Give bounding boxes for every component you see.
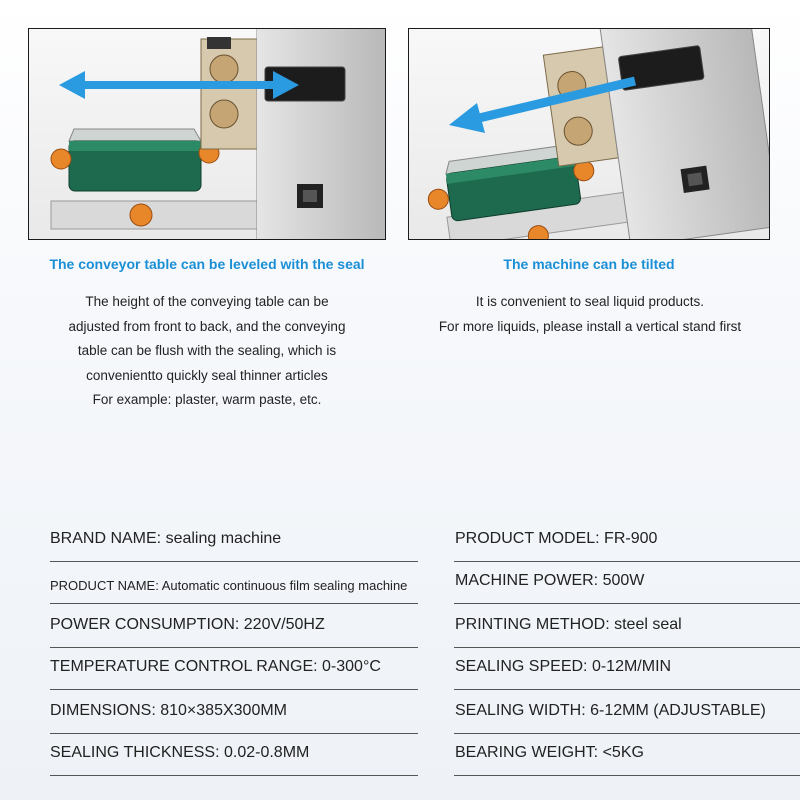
- spec-divider: [50, 689, 418, 690]
- feature-description-leveled: [24, 290, 390, 413]
- spec-product-model: PRODUCT MODEL: FR-900: [455, 530, 658, 547]
- description-line: For example: plaster, warm paste, etc.: [92, 392, 322, 407]
- photo-tilted-machine: [408, 28, 770, 240]
- description-line: convenientto quickly seal thinner articles: [86, 367, 328, 383]
- spec-sealing-speed: SEALING SPEED: 0-12M/MIN: [455, 658, 672, 675]
- spec-row: [50, 606, 760, 648]
- spec-row: [50, 648, 760, 690]
- spec-sealing-thickness: SEALING THICKNESS: 0.02-0.8MM: [50, 744, 310, 761]
- spec-row: [50, 692, 766, 734]
- spec-dimensions: DIMENSIONS: 810×385X300MM: [50, 702, 287, 719]
- spec-row: [50, 562, 760, 604]
- description-line: It is convenient to seal liquid products.: [475, 294, 705, 309]
- spec-bearing-weight: BEARING WEIGHT: <5KG: [455, 744, 644, 761]
- spec-machine-power: MACHINE POWER: 500W: [455, 572, 645, 589]
- spec-product-name: PRODUCT NAME: Automatic continuous film sealing machine: [50, 578, 408, 593]
- description-line: adjusted from front to back, and the conveying: [68, 318, 346, 334]
- sealing-machine-illustration-tilted: [409, 29, 770, 240]
- description-line: The height of the conveying table can be: [85, 294, 329, 309]
- photo-leveled-conveyor: [28, 28, 386, 240]
- spec-divider: [50, 603, 418, 604]
- feature-caption-leveled: The conveyor table can be leveled with the seal: [49, 256, 365, 272]
- spec-row: [50, 734, 760, 776]
- spec-brand-name: BRAND NAME: sealing machine: [50, 530, 282, 547]
- spec-power-consumption: POWER CONSUMPTION: 220V/50HZ: [50, 616, 325, 633]
- spec-divider: [50, 775, 418, 776]
- spec-divider: [454, 689, 800, 690]
- spec-divider: [454, 775, 800, 776]
- spec-sealing-width: SEALING WIDTH: 6-12MM (ADJUSTABLE): [455, 702, 766, 719]
- feature-caption-tilted: The machine can be tilted: [503, 256, 675, 272]
- sealing-machine-illustration-level: [29, 29, 386, 240]
- description-line: For more liquids, please install a vertical stand first: [438, 318, 742, 334]
- feature-description-tilted: [392, 290, 788, 339]
- spec-divider: [454, 603, 800, 604]
- spec-temperature-range: TEMPERATURE CONTROL RANGE: 0-300°C: [50, 658, 381, 675]
- description-line: table can be flush with the sealing, which is: [77, 343, 337, 358]
- spec-printing-method: PRINTING METHOD: steel seal: [455, 616, 682, 633]
- spec-row: [50, 520, 760, 562]
